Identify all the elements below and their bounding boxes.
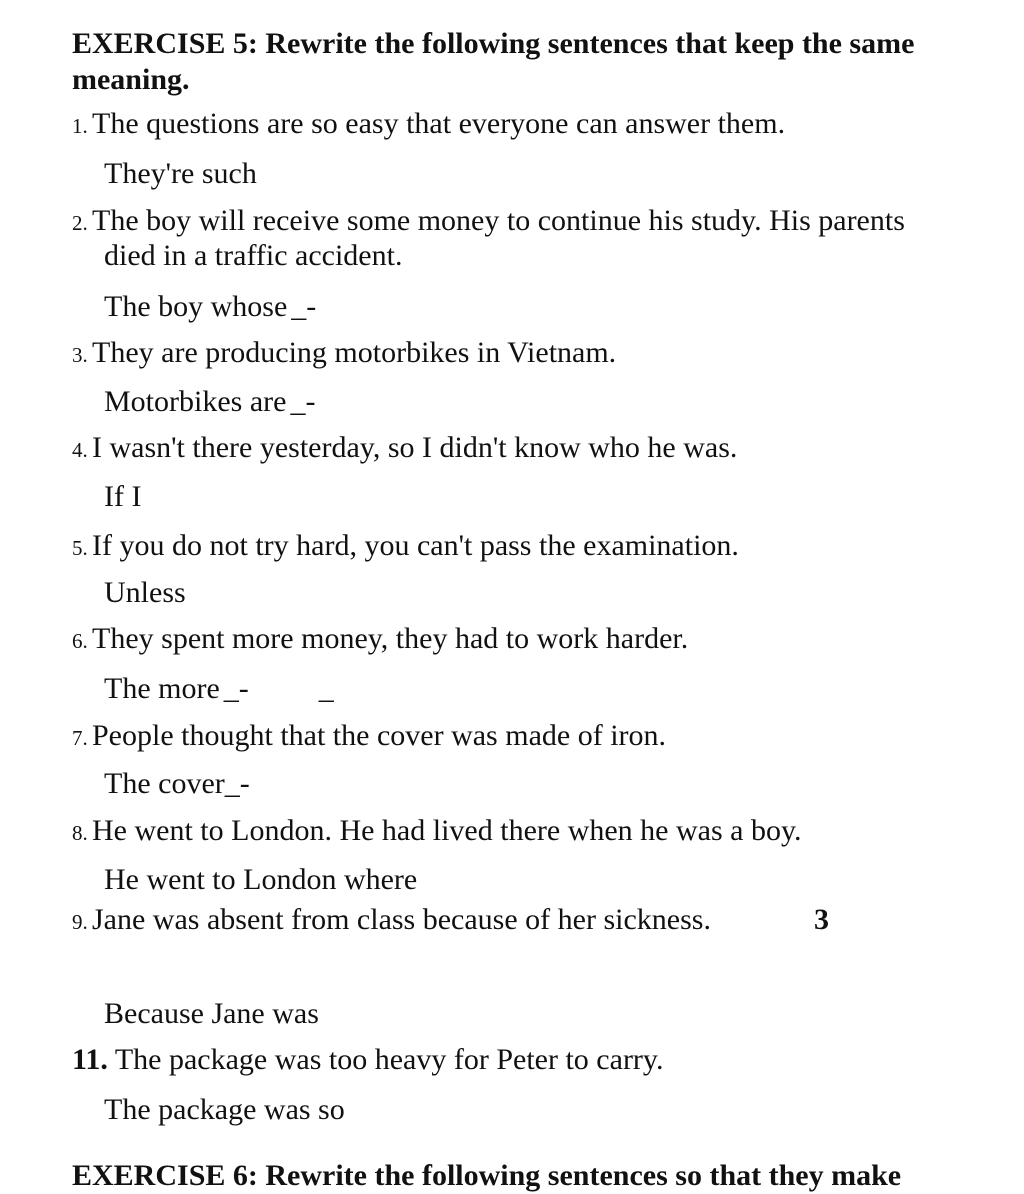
question-4 (72, 430, 737, 468)
question-number: 9. (72, 910, 88, 934)
answer-stem-3 (104, 384, 315, 420)
question-3 (72, 335, 616, 373)
question-number: 6. (72, 629, 88, 653)
question-text: If you do not try hard, you can't pass the examination. (92, 529, 739, 562)
answer-stem-1: They're such (104, 157, 257, 190)
side-page-number: 3 (814, 903, 829, 936)
answer-blank: _- (223, 672, 249, 705)
answer-blank-2: _ (318, 672, 334, 705)
question-7 (72, 718, 666, 756)
question-text: The boy will receive some money to continue his study. His parents (92, 204, 905, 237)
answer-blank: _- (224, 767, 250, 800)
answer-stem-9: Because Jane was (104, 997, 319, 1030)
question-text: He went to London. He had lived there when he was a boy. (92, 814, 802, 847)
question-number: 2. (72, 211, 88, 235)
question-number: 7. (72, 726, 88, 750)
question-text: They spent more money, they had to work harder. (92, 622, 689, 655)
question-11 (72, 1042, 663, 1078)
answer-stem-text: The cover (104, 767, 225, 800)
exercise-title: EXERCISE 5: Rewrite the following sentences that keep the same meaning. (72, 27, 915, 96)
question-9 (72, 902, 711, 940)
answer-stem-4: If I (104, 480, 142, 513)
question-8 (72, 813, 802, 851)
question-text: Jane was absent from class because of her sickness. (92, 903, 711, 936)
next-exercise-heading: EXERCISE 6: Rewrite the following sentences so that they make (72, 1159, 902, 1192)
answer-blank: _- (290, 385, 316, 418)
question-text: They are producing motorbikes in Vietnam. (92, 336, 617, 369)
answer-stem-6 (104, 671, 334, 707)
question-text: I wasn't there yesterday, so I didn't know who he was. (92, 431, 738, 464)
question-text: The package was too heavy for Peter to carry. (114, 1043, 664, 1076)
question-number: 5. (72, 536, 88, 560)
question-text: People thought that the cover was made of iron. (92, 719, 667, 752)
question-2 (72, 203, 905, 241)
answer-blank: _- (291, 290, 317, 323)
question-number: 3. (72, 343, 88, 367)
answer-stem-text: The more (104, 672, 220, 705)
answer-stem-11: The package was so (104, 1093, 345, 1126)
answer-stem-text: The boy whose (104, 290, 288, 323)
answer-stem-5: Unless (104, 576, 186, 609)
question-text: The questions are so easy that everyone can answer them. (92, 107, 786, 140)
question-number: 11. (72, 1043, 108, 1076)
answer-stem-8: He went to London where (104, 863, 418, 896)
answer-stem-text: Motorbikes are (104, 385, 287, 418)
answer-stem-2 (104, 289, 316, 325)
question-6 (72, 621, 688, 659)
question-number: 4. (72, 438, 88, 462)
question-5 (72, 528, 739, 566)
question-number: 1. (72, 114, 88, 138)
question-2-continued: died in a traffic accident. (104, 239, 403, 272)
question-number: 8. (72, 821, 88, 845)
answer-stem-7 (104, 766, 250, 802)
question-1 (72, 106, 785, 144)
